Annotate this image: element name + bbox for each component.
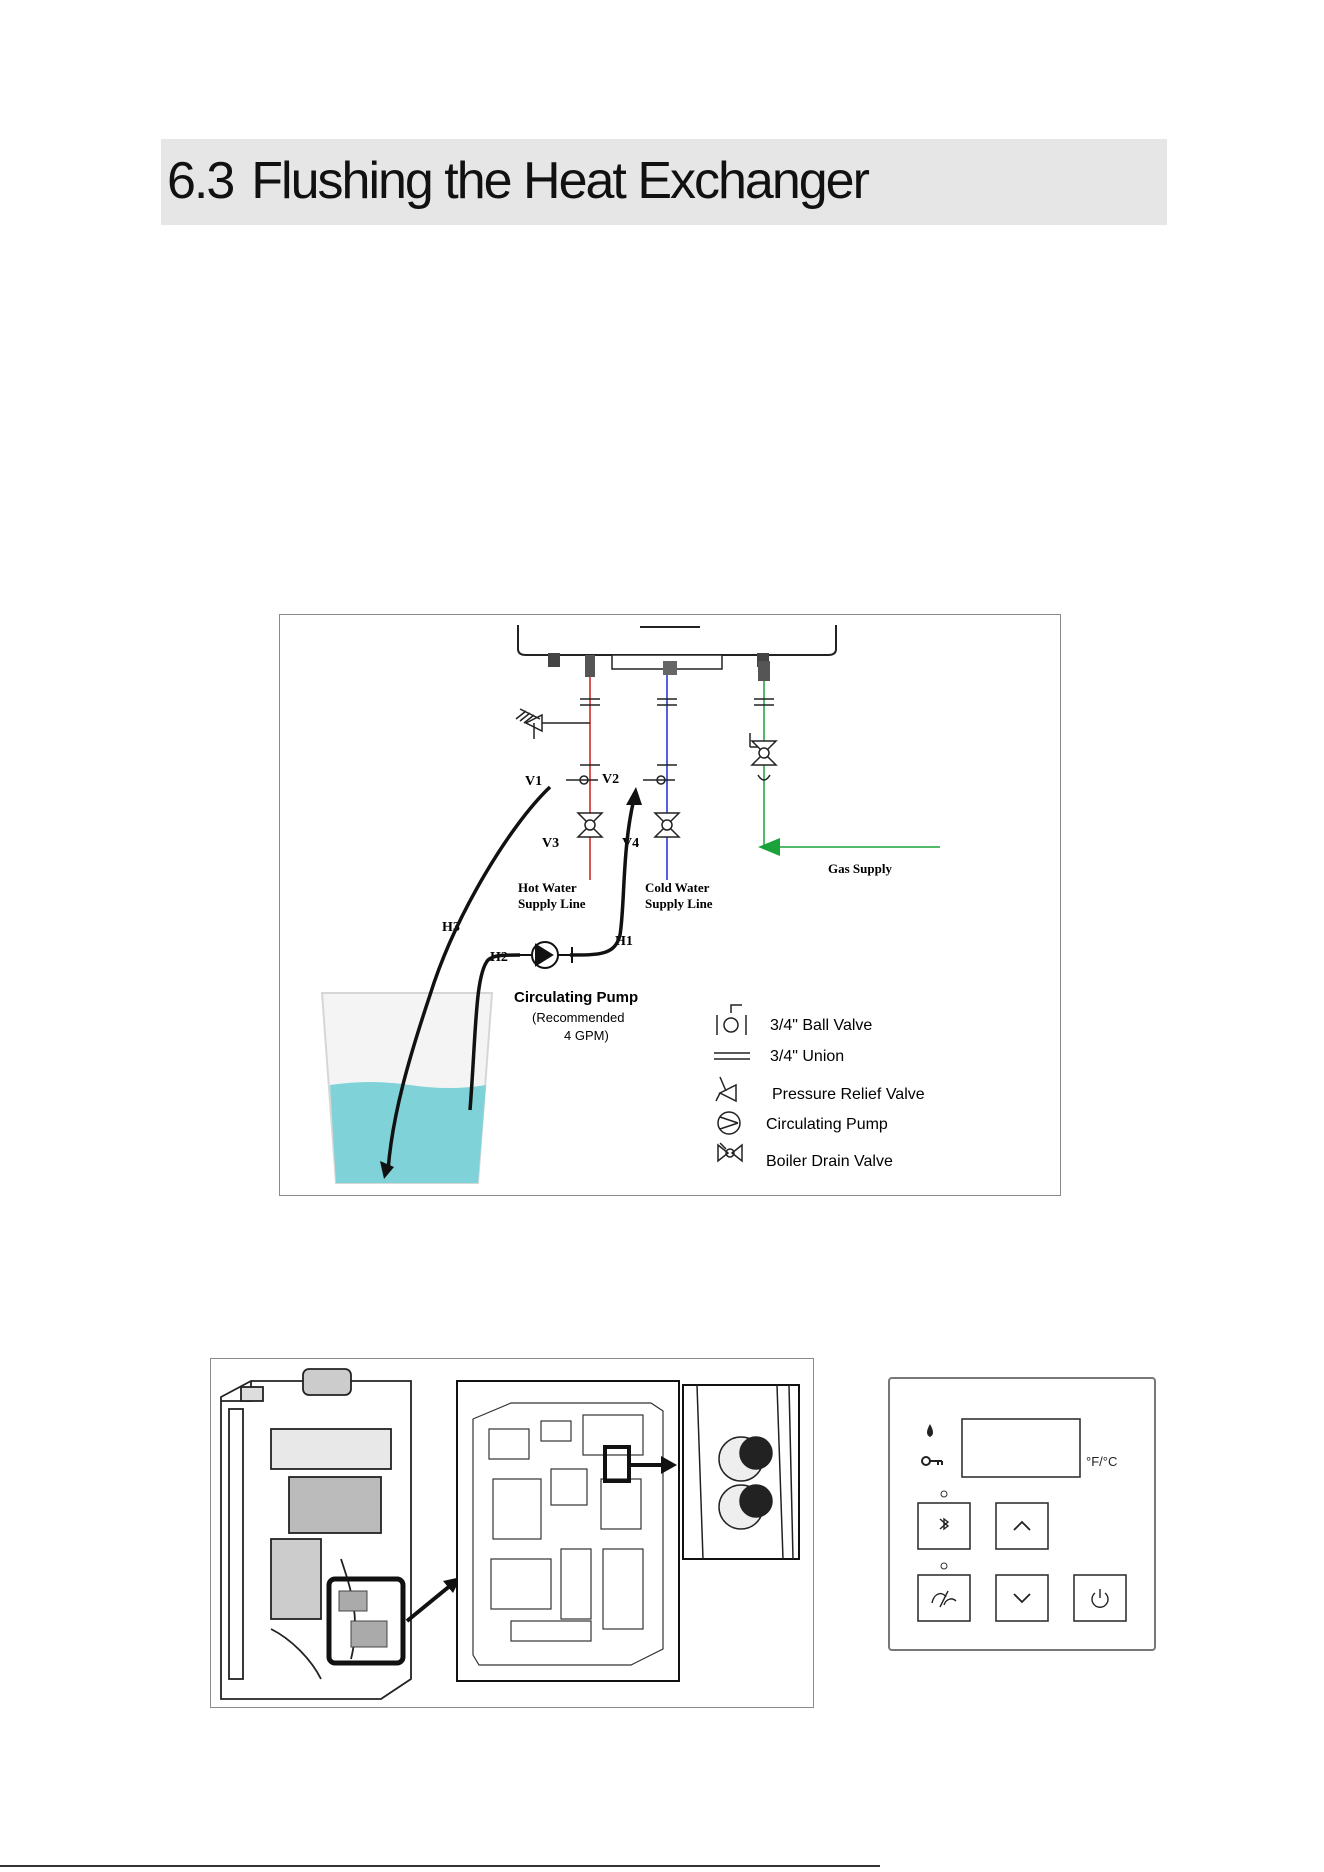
water-heater-cabinet [221,1369,411,1699]
up-button[interactable] [996,1503,1048,1549]
unit-illustration-svg [211,1359,813,1707]
cold-line-label-1: Cold Water [645,880,710,895]
footer-rule [0,1865,880,1867]
cold-inlet [663,661,677,675]
zoom-arrow-1 [407,1585,451,1621]
pump-note-2: 4 GPM) [564,1028,609,1043]
gas-supply-label: Gas Supply [828,861,892,876]
flushing-diagram [279,614,1061,1196]
down-button[interactable] [996,1575,1048,1621]
label-v2: V2 [602,772,620,787]
legend-icons [714,1005,750,1161]
ball-valve-icon [566,765,677,784]
label-h3: H3 [442,920,460,935]
legend-union: 3/4" Union [770,1048,845,1065]
pump-note-1: (Recommended [532,1010,625,1025]
label-v3: V3 [542,836,560,851]
pressure-relief-valve-icon [516,709,590,739]
pump-title: Circulating Pump [514,989,639,1006]
control-panel [888,1377,1156,1651]
hose-h1 [570,795,635,955]
control-board-detail [473,1403,663,1665]
water-heater-outline [518,625,836,655]
legend-boiler-drain-valve: Boiler Drain Valve [766,1153,893,1170]
bucket-water [330,1082,486,1183]
cold-line-label-2: Supply Line [645,896,713,911]
hot-line-label-1: Hot Water [518,880,577,895]
display-screen [962,1419,1080,1477]
recirculation-led [941,1563,947,1569]
hot-line-label-2: Supply Line [518,896,586,911]
label-h2: H2 [490,950,508,965]
union-icon [580,699,774,705]
control-panel-svg [890,1379,1154,1649]
bluetooth-led [941,1491,947,1497]
gas-inlet [758,661,770,681]
legend-ball-valve: 3/4" Ball Valve [770,1017,873,1034]
legend-pressure-relief-valve: Pressure Relief Valve [772,1086,925,1103]
fitting-left [548,653,560,667]
section-heading [167,149,868,213]
section-title: Flushing the Heat Exchanger [251,152,868,210]
temperature-unit-label: °F/°C [1086,1454,1118,1469]
label-v4: V4 [622,836,640,851]
gas-flow-arrow [758,838,780,856]
flame-icon [927,1424,933,1437]
key-icon [922,1457,942,1465]
hot-outlet [585,655,595,677]
legend-circulating-pump: Circulating Pump [766,1116,888,1133]
unit-illustration [210,1358,814,1708]
label-h1: H1 [615,934,633,949]
heading-bar [161,139,1167,225]
circulating-pump-icon [520,942,572,968]
flushing-diagram-svg [280,615,1060,1195]
label-v1: V1 [525,774,543,789]
section-number: 6.3 [167,152,234,210]
